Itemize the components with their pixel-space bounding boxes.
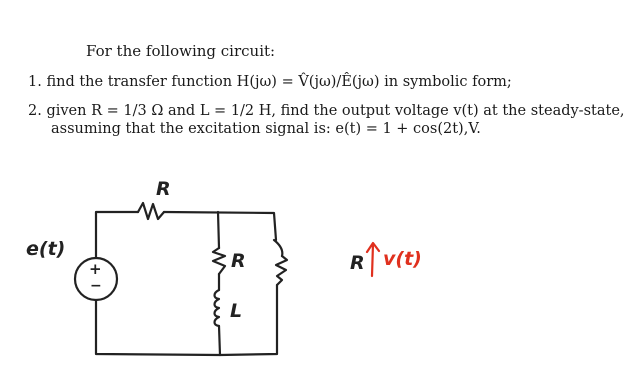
source-minus-sign: − bbox=[90, 278, 102, 294]
output-arrow bbox=[367, 243, 379, 276]
problem-item-1: 1. find the transfer function H(jω) = V̂(jω)/Ê(jω) in symbolic form; bbox=[28, 74, 512, 90]
inductor-label: L bbox=[230, 300, 243, 322]
wire-top bbox=[164, 212, 276, 240]
series-resistor-label: R bbox=[156, 178, 171, 200]
shunt-resistor-label: R bbox=[231, 250, 246, 272]
wire-shunt-bottom bbox=[219, 326, 220, 355]
wire-left-bottom bbox=[96, 285, 277, 355]
shunt-resistor-symbol bbox=[213, 248, 225, 274]
load-resistor-label: R bbox=[350, 252, 365, 274]
wire-top-branch bbox=[218, 212, 219, 248]
problem-intro: For the following circuit: bbox=[86, 42, 276, 60]
load-resistor-symbol bbox=[276, 256, 287, 285]
problem-item-2: 2. given R = 1/3 Ω and L = 1/2 H, find the output voltage v(t) at the steady-state, bbox=[28, 103, 625, 119]
series-resistor-symbol bbox=[138, 203, 164, 219]
source-label: e(t) bbox=[26, 238, 66, 260]
inductor-symbol bbox=[215, 290, 220, 326]
wire-load-top bbox=[274, 240, 282, 256]
output-voltage-label: v(t) bbox=[383, 248, 422, 270]
problem-item-2-continued: assuming that the excitation signal is: e(t) = 1 + cos(2t),V. bbox=[51, 121, 481, 137]
wire-left-top bbox=[96, 212, 138, 258]
source-plus-sign: + bbox=[89, 260, 102, 278]
